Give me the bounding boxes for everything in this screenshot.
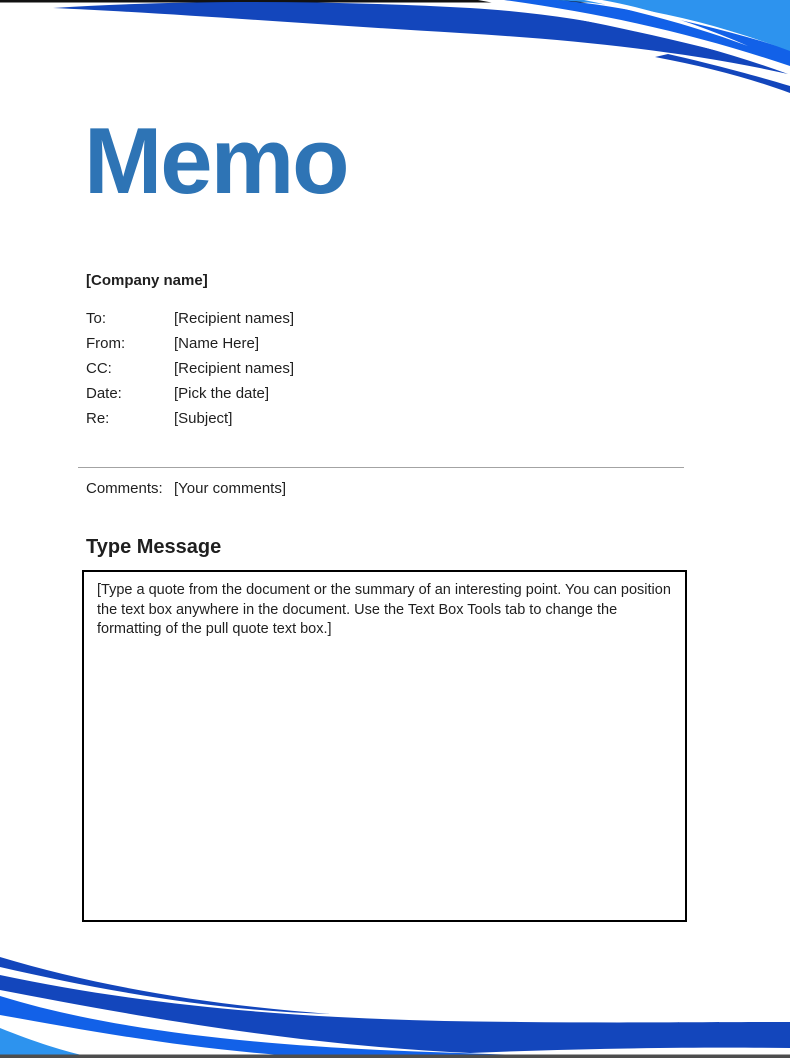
header-wave-decoration [0,0,790,110]
cc-label: CC: [86,360,112,377]
document-title: Memo [84,108,348,213]
from-label: From: [86,335,126,352]
footer-wave-decoration [0,943,790,1058]
field-row-from [86,331,646,356]
comments-value-placeholder[interactable]: [Your comments] [174,480,286,497]
re-label: Re: [86,410,110,427]
field-row-comments [86,479,646,498]
date-value-placeholder[interactable]: [Pick the date] [174,385,270,402]
re-value-placeholder[interactable]: [Subject] [174,410,233,427]
cc-value-placeholder[interactable]: [Recipient names] [174,360,295,377]
company-name-placeholder[interactable]: [Company name] [86,272,208,289]
field-row-cc [86,356,646,381]
date-label: Date: [86,385,122,402]
to-value-placeholder[interactable]: [Recipient names] [174,310,295,327]
horizontal-divider [78,467,684,468]
bottom-border-line [0,1055,790,1058]
message-text-box[interactable]: [Type a quote from the document or the summary of an interesting point. You can position the text box anywhere in the document. Use the Text Box Tools tab to change the formatting of the pull quote text box.] [82,570,687,922]
type-message-heading: Type Message [86,536,222,558]
from-value-placeholder[interactable]: [Name Here] [174,335,260,352]
footer-light-corner [0,1028,95,1058]
comments-label: Comments: [86,480,163,497]
field-row-to [86,306,646,331]
field-row-re [86,406,646,431]
field-row-date [86,381,646,406]
memo-header-fields [86,306,646,431]
to-label: To: [86,310,107,327]
